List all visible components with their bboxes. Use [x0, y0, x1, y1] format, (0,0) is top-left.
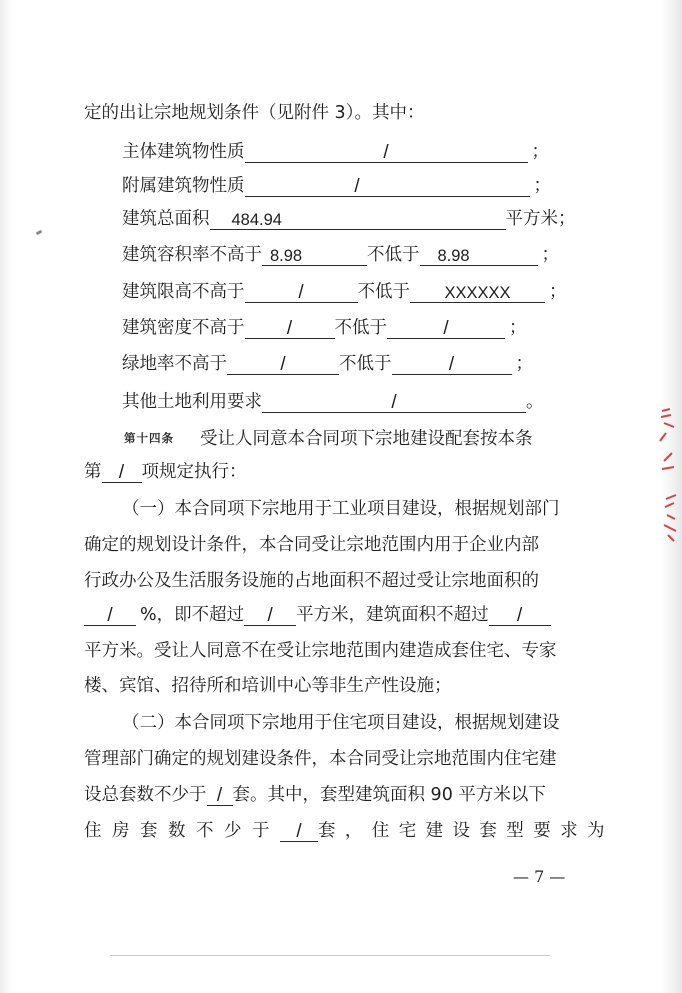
total-area-unit: 平方米；	[505, 209, 576, 229]
aux-building-nature-end: ；	[533, 176, 551, 196]
p2-line-1	[122, 712, 560, 734]
p2-small-value: /	[296, 821, 302, 842]
height-min-field	[410, 282, 545, 303]
scan-edge-line	[110, 955, 550, 956]
p2-text-3-prefix: 设总套数不少于	[84, 785, 207, 805]
p1-area-suffix: 平方米，建筑面积不超过	[296, 605, 489, 625]
building-density-row	[122, 317, 527, 339]
p1-pct-field	[84, 605, 136, 626]
height-limit-row	[122, 281, 567, 303]
p1-area-field	[244, 605, 296, 626]
p1-line-1	[122, 498, 560, 520]
far-min-field	[420, 245, 538, 266]
page-number: — 7 —	[513, 867, 566, 886]
main-building-nature-end: ；	[531, 142, 549, 162]
far-max-label: 建筑容积率不高于	[122, 245, 262, 265]
main-building-nature-value: /	[383, 142, 389, 163]
green-ratio-row	[122, 353, 533, 375]
p1-pct-suffix: %，即不超过	[140, 605, 245, 625]
intro-line	[84, 102, 424, 124]
density-max-field	[245, 318, 335, 339]
far-max-field	[262, 245, 367, 266]
green-max-field	[227, 354, 339, 375]
density-min-label: 不低于	[334, 318, 387, 338]
p1-line-3	[84, 570, 539, 592]
far-min-label: 不低于	[367, 245, 420, 265]
other-requirements-row	[122, 391, 544, 413]
total-area-row	[122, 208, 576, 230]
p2-sets-value: /	[216, 785, 223, 806]
p2-text-4-prefix: 住房套数不少于	[84, 821, 280, 841]
other-end: 。	[526, 392, 544, 412]
height-min-label: 不低于	[357, 282, 410, 302]
intro-text: 定的出让宗地规划条件（见附件 3）。其中：	[84, 103, 425, 123]
other-value: /	[391, 392, 397, 413]
density-end: ；	[509, 318, 527, 338]
p1-text-1: （一）本合同项下宗地用于工业项目建设，根据规划部门	[122, 499, 560, 519]
p1-line-6	[84, 675, 452, 697]
green-min-value: /	[448, 354, 455, 375]
item-rule-row	[84, 461, 247, 483]
far-end: ；	[541, 245, 559, 265]
height-end: ；	[549, 282, 567, 302]
other-label: 其他土地利用要求	[122, 392, 262, 412]
article-label: 第十四条	[124, 431, 174, 445]
p1-text-2: 确定的规划设计条件，本合同受让宗地范围内用于企业内部	[84, 535, 539, 555]
p2-text-2: 管理部门确定的规划建设条件，本合同受让宗地范围内住宅建	[84, 749, 557, 769]
aux-building-nature-value: /	[354, 176, 360, 197]
p2-small-field	[280, 821, 318, 842]
density-max-value: /	[286, 318, 293, 339]
other-field	[262, 392, 526, 413]
p2-line-3	[84, 784, 546, 806]
far-max-value: 8.98	[270, 247, 303, 265]
height-min-value: XXXXXX	[444, 284, 511, 302]
height-max-label: 建筑限高不高于	[122, 282, 245, 302]
density-min-value: /	[443, 318, 449, 339]
p1-area-value: /	[267, 605, 273, 626]
total-area-label: 建筑总面积	[122, 209, 210, 229]
green-max-label: 绿地率不高于	[122, 354, 227, 374]
article-row	[124, 427, 533, 450]
item-suffix: 项规定执行：	[141, 462, 247, 482]
p1-text-5: 平方米。受让人同意不在受让宗地范围内建造成套住宅、专家	[84, 641, 557, 661]
height-max-field	[245, 282, 358, 303]
seal-stamp-edge	[656, 403, 682, 543]
floor-area-ratio-row	[122, 244, 559, 266]
density-min-field	[387, 318, 505, 339]
item-field	[102, 462, 142, 483]
item-value: /	[118, 462, 125, 483]
p1-line-2	[84, 534, 539, 556]
main-building-nature-field	[245, 142, 528, 163]
p2-text-4-suffix: 套，住宅建设套型要求为	[318, 821, 614, 841]
green-min-label: 不低于	[339, 354, 392, 374]
density-max-label: 建筑密度不高于	[122, 318, 245, 338]
aux-building-nature-field	[245, 176, 530, 197]
total-area-value: 484.94	[231, 211, 282, 229]
article-text: 受让人同意本合同项下宗地建设配套按本条	[200, 429, 533, 449]
p2-text-3-suffix: 套。其中，套型建筑面积 90 平方米以下	[232, 785, 546, 805]
height-max-value: /	[298, 282, 304, 303]
main-building-nature-row	[122, 141, 549, 163]
p1-text-6: 楼、宾馆、招待所和培训中心等非生产性设施；	[84, 676, 452, 696]
item-prefix: 第	[84, 462, 102, 482]
aux-building-nature-row	[122, 175, 551, 197]
ink-speck	[36, 230, 43, 236]
p2-line-4	[84, 820, 614, 842]
p1-line-4	[84, 604, 551, 626]
main-building-nature-label: 主体建筑物性质	[122, 142, 245, 162]
p1-build-value: /	[517, 605, 523, 626]
green-end: ；	[515, 354, 533, 374]
far-min-value: 8.98	[437, 247, 470, 265]
p1-text-3: 行政办公及生活服务设施的占地面积不超过受让宗地面积的	[84, 571, 539, 591]
aux-building-nature-label: 附属建筑物性质	[122, 176, 245, 196]
total-area-field	[210, 209, 506, 230]
green-min-field	[392, 354, 512, 375]
p2-text-1: （二）本合同项下宗地用于住宅项目建设，根据规划建设	[122, 713, 560, 733]
green-max-value: /	[280, 354, 286, 375]
p2-line-2	[84, 748, 557, 770]
p1-build-field	[489, 605, 551, 626]
p2-sets-field	[207, 785, 233, 806]
p1-line-5	[84, 640, 557, 662]
p1-pct-value: /	[107, 605, 113, 626]
